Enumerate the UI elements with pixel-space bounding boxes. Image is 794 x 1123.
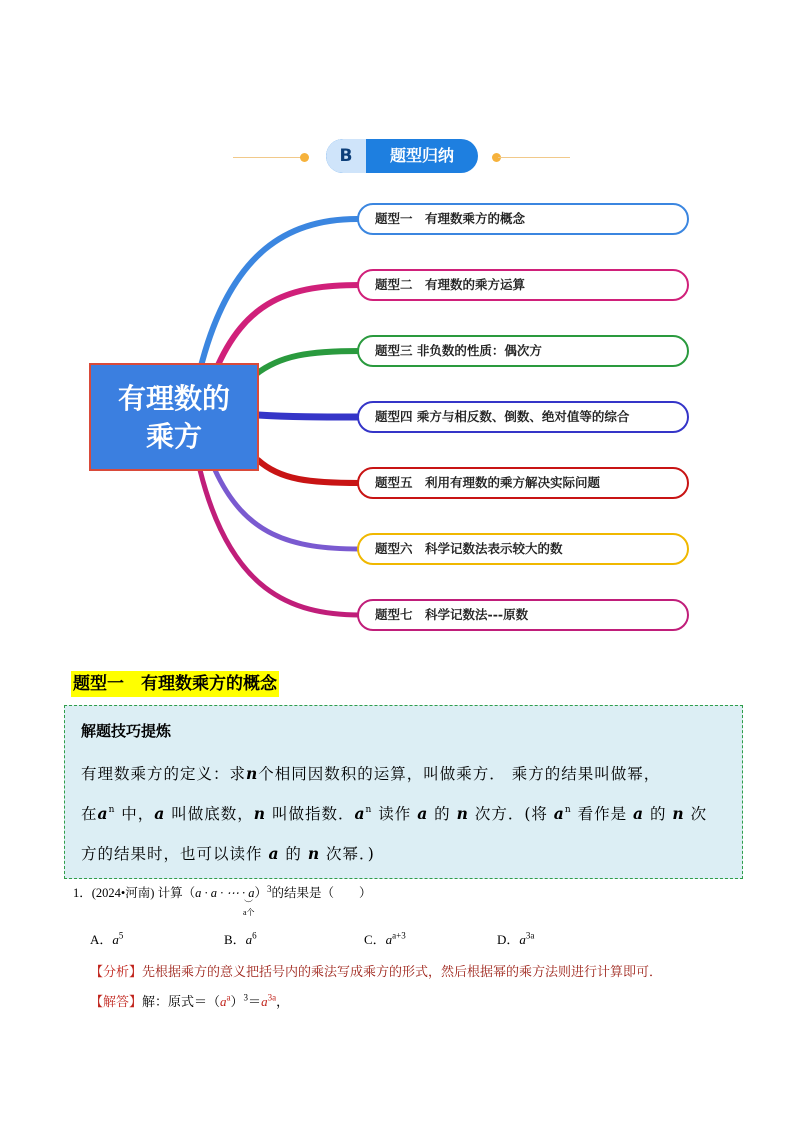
- question-source: 1．(2024•河南) 计算（: [73, 886, 196, 900]
- connector-3: [255, 351, 360, 375]
- option-c[interactable]: C．$a^{a+3}$: [364, 930, 406, 947]
- option-b[interactable]: B．$a^6$: [224, 930, 257, 947]
- mindmap-node-7[interactable]: [357, 599, 689, 631]
- tips-title: 解题技巧提炼: [81, 722, 172, 740]
- mindmap-node-4[interactable]: [357, 401, 689, 433]
- node-label: 题型五 利用有理数的乘方解决实际问题: [375, 475, 601, 490]
- question-power: 3: [266, 883, 272, 894]
- tips-line-1b: 个相同因数积的运算，叫做乘方． 乘方的结果叫做幂，: [258, 765, 661, 783]
- analysis: [90, 961, 662, 980]
- tips-line-1a: 有理数乘方的定义：求: [81, 765, 247, 783]
- section-title: 题型一 有理数乘方的概念: [71, 671, 279, 697]
- tips-line-3: 方的结果时，也可以读作 a 的 n 次幂．): [81, 844, 375, 863]
- tips-box: [64, 705, 743, 879]
- option-a[interactable]: A．$a^5$: [90, 930, 124, 947]
- badge-letter: B: [326, 139, 366, 173]
- underbrace-label: a个: [243, 908, 255, 917]
- mindmap-center: [89, 363, 259, 471]
- node-label: 题型七 科学记数法---原数: [375, 607, 529, 622]
- option-d[interactable]: D．$a^{3a}$: [497, 930, 535, 947]
- mindmap-node-3[interactable]: [357, 335, 689, 367]
- mindmap-node-6[interactable]: [357, 533, 689, 565]
- underbrace: ︶: [244, 899, 254, 909]
- answer-tag: 【解答】: [90, 994, 143, 1009]
- question-expr: a · a · ⋯ · a: [195, 886, 255, 900]
- question-stem: 1．(2024•河南) 计算（a · a · ⋯ · a）$^3$的结果是（ ）: [73, 883, 372, 900]
- mindmap-node-1[interactable]: [357, 203, 689, 235]
- answer: 【解答】解：原式$=(a^a)^3=a^{3a}$，: [90, 992, 290, 1009]
- mindmap-node-5[interactable]: [357, 467, 689, 499]
- badge-title: 题型归纳: [389, 146, 454, 165]
- connector-4: [258, 415, 360, 417]
- tips-line-1: [81, 762, 660, 784]
- center-line-2: 乘方: [145, 420, 202, 453]
- question-suffix: 的结果是（ ）: [271, 886, 372, 900]
- node-label: 题型一 有理数乘方的概念: [375, 211, 526, 226]
- tips-n: n: [246, 764, 259, 783]
- node-label: 题型二 有理数的乘方运算: [375, 277, 526, 292]
- node-label: 题型六 科学记数法表示较大的数: [375, 541, 563, 556]
- analysis-tag: 【分析】: [90, 964, 143, 979]
- center-line-1: 有理数的: [117, 382, 230, 415]
- node-label: 题型三 非负数的性质：偶次方: [375, 343, 542, 358]
- mindmap-node-2[interactable]: [357, 269, 689, 301]
- tips-line-2: 在$a^n$ 中，a 叫做底数，n 叫做指数．$a^n$ 读作 a 的 n 次方．(将 $a^n$ 看作是 a 的 n 次: [81, 804, 708, 823]
- node-label: 题型四 乘方与相反数、倒数、绝对值等的综合: [375, 409, 630, 424]
- connector-5: [258, 460, 360, 483]
- analysis-text: 先根据乘方的意义把括号内的乘法写成乘方的形式，然后根据幂的乘方法则进行计算即可．: [142, 964, 663, 979]
